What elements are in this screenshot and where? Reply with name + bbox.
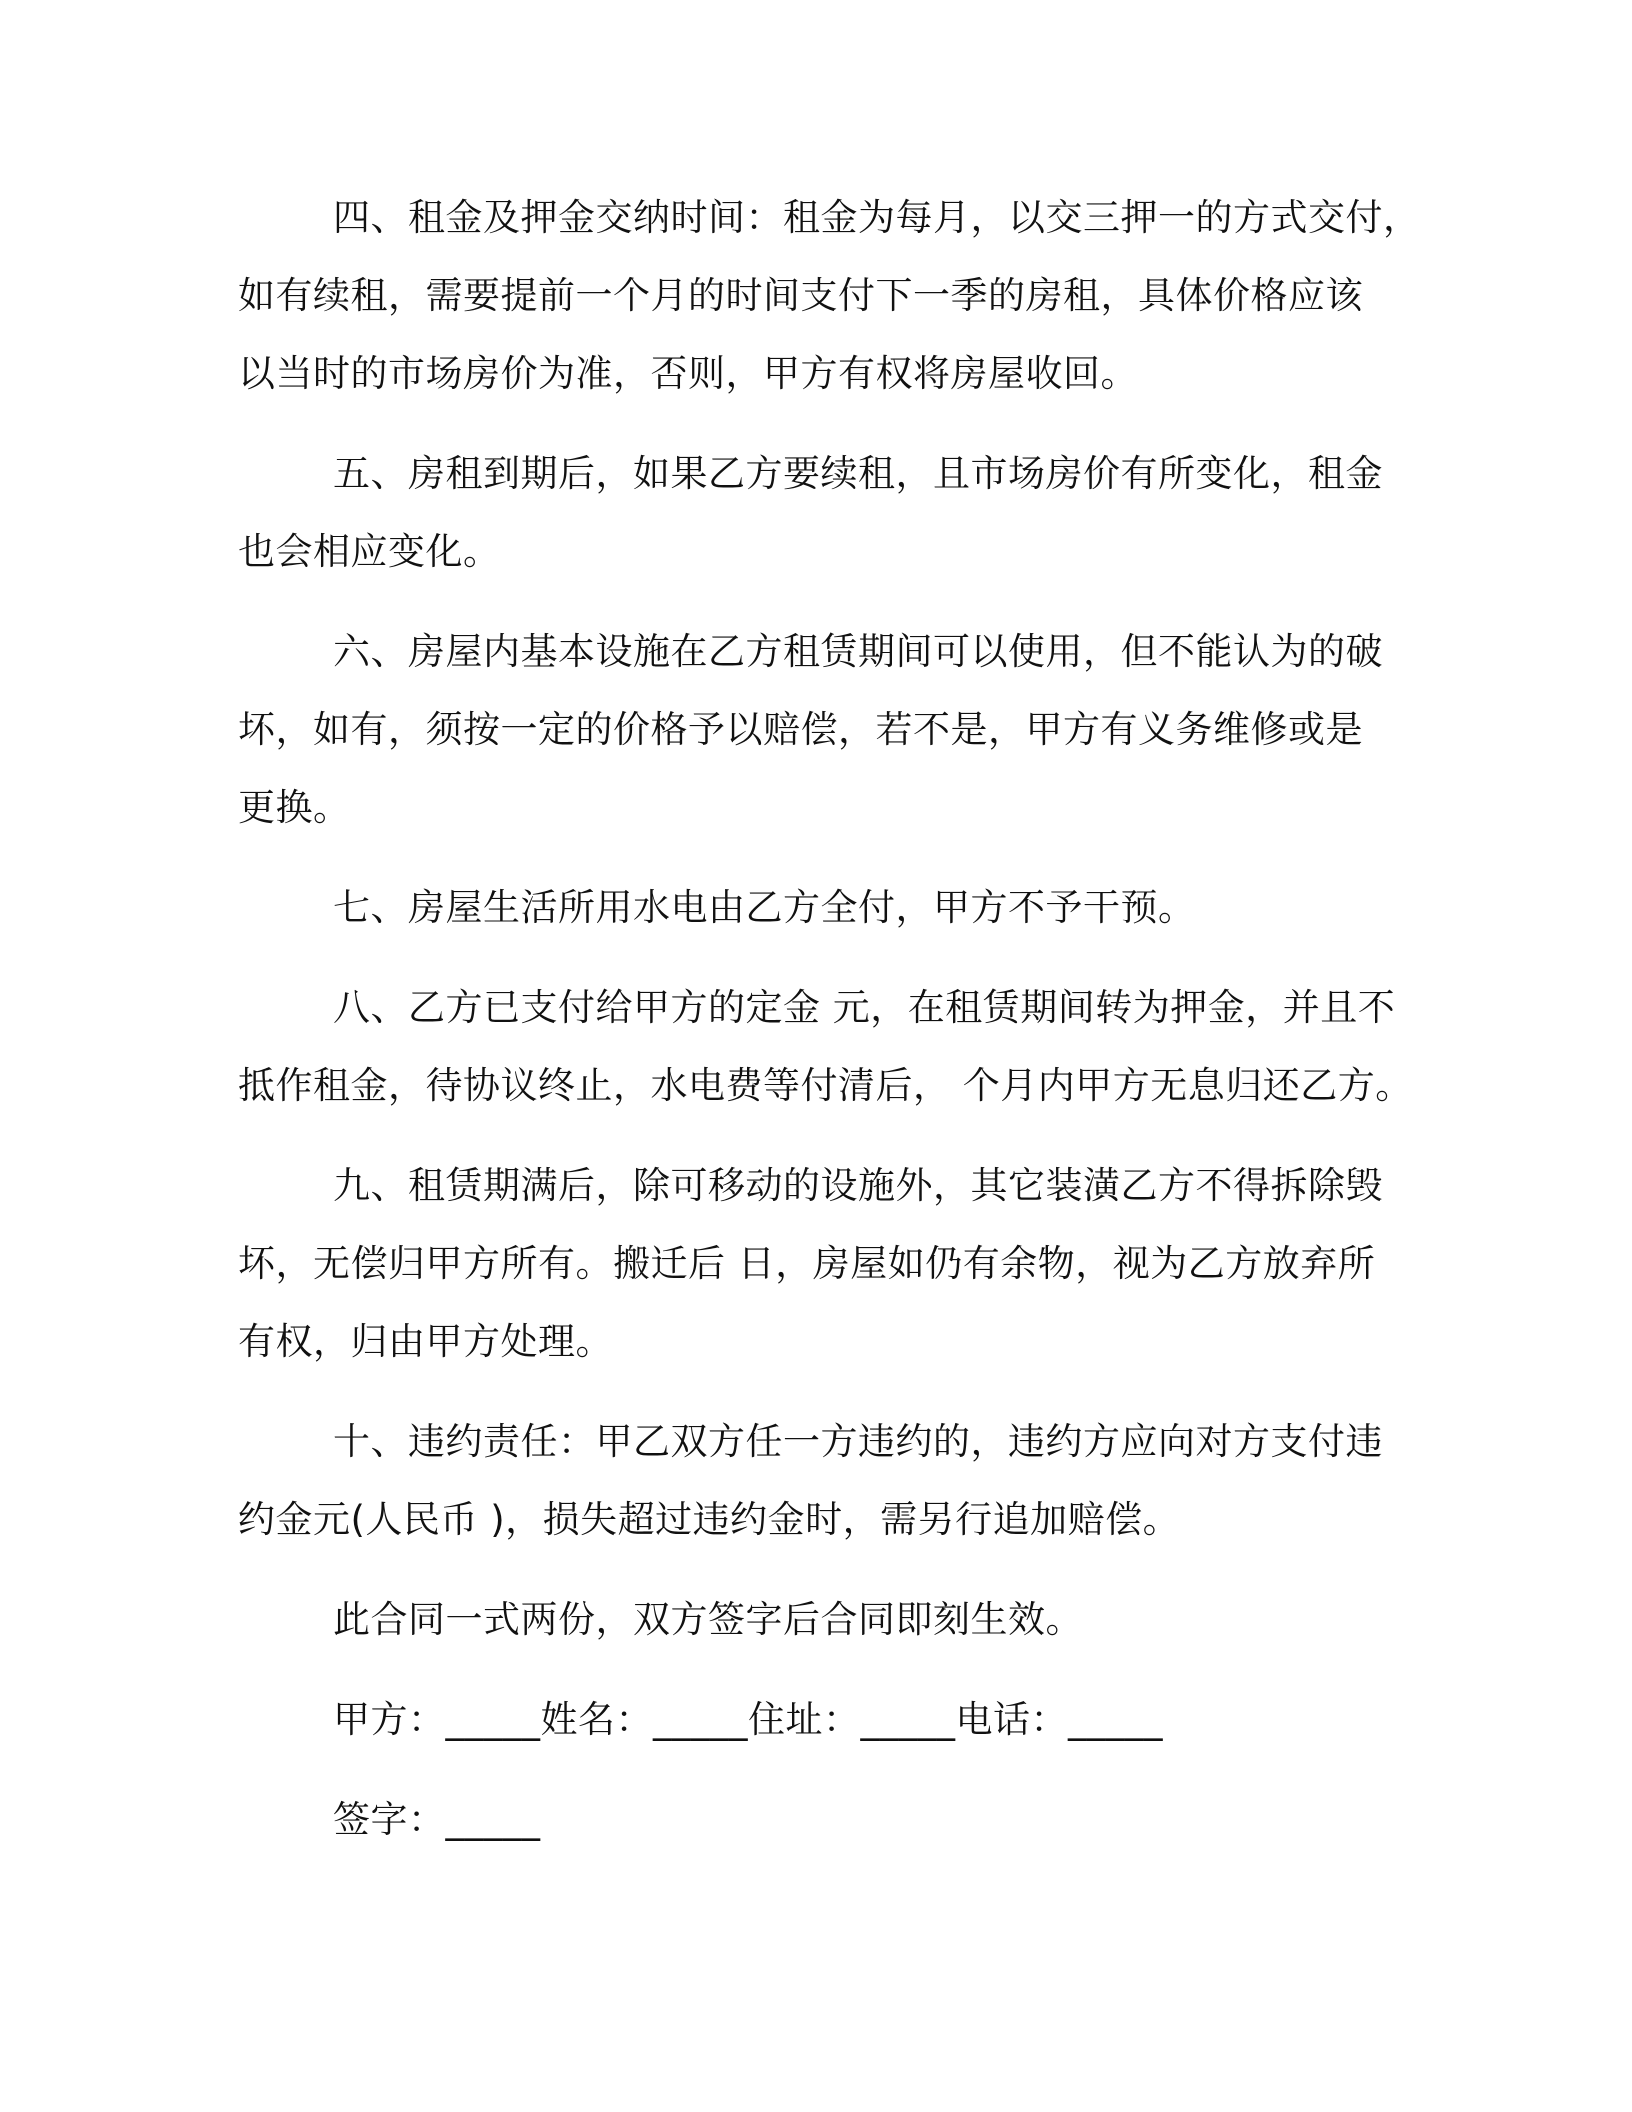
clause-10-line-2: 约金元(人民币 )，损失超过违约金时，需另行追加赔偿。 <box>238 1498 1181 1541</box>
clause-8-line-2: 抵作租金，待协议终止，水电费等付清后， 个月内甲方无息归还乙方。 <box>238 1064 1413 1107</box>
clause-6-line-1: 六、房屋内基本设施在乙方租赁期间可以使用，但不能认为的破 <box>333 630 1383 673</box>
clause-5-line-1: 五、房租到期后，如果乙方要续租，且市场房价有所变化，租金 <box>333 452 1383 495</box>
party-a-info-line: 甲方：_____姓名：_____住址：_____电话：_____ <box>333 1698 1163 1741</box>
clause-9-line-2: 坏，无偿归甲方所有。搬迁后 日，房屋如仍有余物，视为乙方放弃所 <box>238 1242 1376 1285</box>
clause-4-line-3: 以当时的市场房价为准，否则，甲方有权将房屋收回。 <box>238 352 1138 395</box>
clause-6-line-2: 坏，如有，须按一定的价格予以赔偿，若不是，甲方有义务维修或是 <box>238 708 1363 751</box>
clause-7-line-1: 七、房屋生活所用水电由乙方全付，甲方不予干预。 <box>333 886 1196 929</box>
signature-line: 签字：_____ <box>333 1798 541 1841</box>
closing-line: 此合同一式两份，双方签字后合同即刻生效。 <box>333 1598 1083 1641</box>
clause-10-line-1: 十、违约责任：甲乙双方任一方违约的，违约方应向对方支付违 <box>333 1420 1383 1463</box>
clause-5-line-2: 也会相应变化。 <box>238 530 501 573</box>
clause-4-line-2: 如有续租，需要提前一个月的时间支付下一季的房租，具体价格应该 <box>238 274 1363 317</box>
clause-9-line-1: 九、租赁期满后，除可移动的设施外，其它装潢乙方不得拆除毁 <box>333 1164 1383 1207</box>
clause-9-line-3: 有权，归由甲方处理。 <box>238 1320 613 1363</box>
clause-4-line-1: 四、租金及押金交纳时间：租金为每月，以交三押一的方式交付， <box>333 196 1421 239</box>
clause-8-line-1: 八、乙方已支付给甲方的定金 元，在租赁期间转为押金，并且不 <box>333 986 1396 1029</box>
clause-6-line-3: 更换。 <box>238 786 351 829</box>
